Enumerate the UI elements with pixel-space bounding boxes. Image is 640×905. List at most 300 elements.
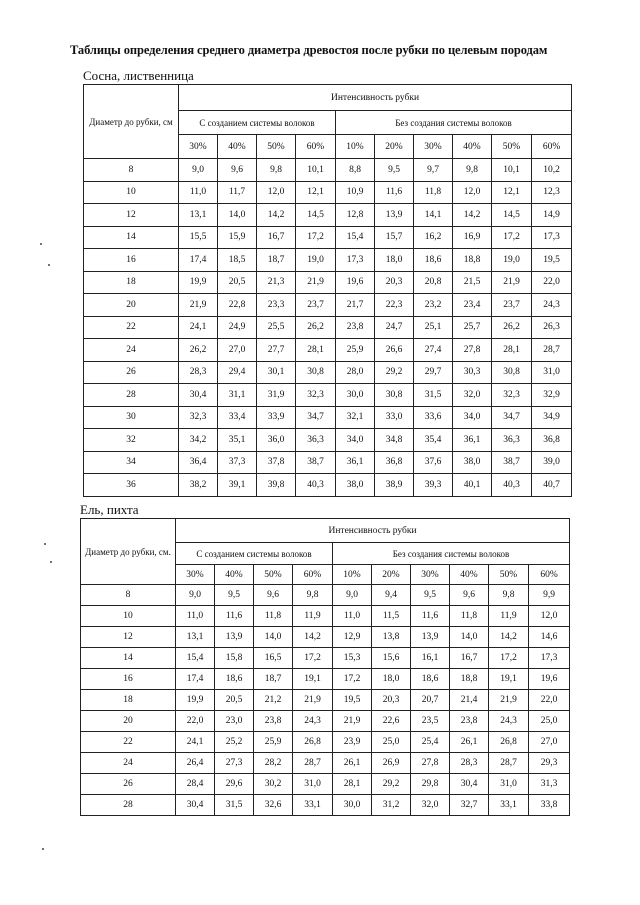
value-cell: 34,0 bbox=[453, 406, 492, 429]
col-header-without-4: 50% bbox=[489, 565, 529, 585]
intensity-header: Интенсивность рубки bbox=[179, 85, 572, 111]
value-cell: 26,9 bbox=[372, 753, 411, 774]
value-cell: 34,2 bbox=[179, 429, 218, 452]
table-row bbox=[84, 384, 572, 407]
value-cell: 28,3 bbox=[450, 753, 489, 774]
value-cell: 28,7 bbox=[489, 753, 529, 774]
value-cell: 34,0 bbox=[336, 429, 375, 452]
value-cell: 26,6 bbox=[375, 339, 414, 362]
diameter-cell: 24 bbox=[84, 339, 179, 362]
diameter-cell: 14 bbox=[81, 648, 176, 669]
value-cell: 9,8 bbox=[257, 159, 296, 182]
table-row bbox=[84, 249, 572, 272]
value-cell: 16,5 bbox=[254, 648, 293, 669]
diameter-cell: 18 bbox=[81, 690, 176, 711]
value-cell: 25,7 bbox=[453, 316, 492, 339]
value-cell: 31,3 bbox=[529, 774, 570, 795]
table-row bbox=[81, 648, 570, 669]
value-cell: 28,1 bbox=[333, 774, 372, 795]
group-without-skid-trails: Без создания системы волоков bbox=[336, 111, 572, 135]
value-cell: 28,2 bbox=[254, 753, 293, 774]
value-cell: 11,8 bbox=[450, 606, 489, 627]
value-cell: 22,0 bbox=[529, 690, 570, 711]
value-cell: 15,4 bbox=[336, 226, 375, 249]
value-cell: 21,7 bbox=[336, 294, 375, 317]
value-cell: 38,0 bbox=[453, 451, 492, 474]
value-cell: 23,3 bbox=[257, 294, 296, 317]
value-cell: 30,1 bbox=[257, 361, 296, 384]
table-row bbox=[81, 732, 570, 753]
value-cell: 17,2 bbox=[333, 669, 372, 690]
value-cell: 39,1 bbox=[218, 474, 257, 497]
value-cell: 23,8 bbox=[254, 711, 293, 732]
table-row bbox=[81, 585, 570, 606]
value-cell: 19,0 bbox=[296, 249, 336, 272]
table-row bbox=[81, 627, 570, 648]
table-row bbox=[84, 406, 572, 429]
value-cell: 36,1 bbox=[336, 451, 375, 474]
value-cell: 18,8 bbox=[453, 249, 492, 272]
value-cell: 33,1 bbox=[489, 795, 529, 816]
value-cell: 24,1 bbox=[176, 732, 215, 753]
table-row bbox=[84, 361, 572, 384]
value-cell: 25,5 bbox=[257, 316, 296, 339]
value-cell: 12,0 bbox=[257, 181, 296, 204]
value-cell: 21,9 bbox=[489, 690, 529, 711]
value-cell: 28,7 bbox=[293, 753, 333, 774]
value-cell: 35,1 bbox=[218, 429, 257, 452]
value-cell: 28,1 bbox=[296, 339, 336, 362]
value-cell: 11,9 bbox=[293, 606, 333, 627]
value-cell: 33,9 bbox=[257, 406, 296, 429]
value-cell: 23,8 bbox=[336, 316, 375, 339]
diameter-cell: 20 bbox=[84, 294, 179, 317]
value-cell: 25,9 bbox=[336, 339, 375, 362]
value-cell: 11,6 bbox=[215, 606, 254, 627]
value-cell: 18,0 bbox=[375, 249, 414, 272]
value-cell: 27,8 bbox=[453, 339, 492, 362]
value-cell: 26,2 bbox=[179, 339, 218, 362]
value-cell: 40,3 bbox=[296, 474, 336, 497]
value-cell: 11,8 bbox=[414, 181, 453, 204]
value-cell: 14,0 bbox=[450, 627, 489, 648]
value-cell: 23,8 bbox=[450, 711, 489, 732]
value-cell: 18,7 bbox=[254, 669, 293, 690]
value-cell: 33,6 bbox=[414, 406, 453, 429]
value-cell: 11,6 bbox=[411, 606, 450, 627]
diameter-cell: 16 bbox=[81, 669, 176, 690]
value-cell: 26,1 bbox=[333, 753, 372, 774]
value-cell: 16,9 bbox=[453, 226, 492, 249]
value-cell: 39,3 bbox=[414, 474, 453, 497]
value-cell: 9,7 bbox=[414, 159, 453, 182]
value-cell: 17,4 bbox=[179, 249, 218, 272]
diameter-cell: 14 bbox=[84, 226, 179, 249]
value-cell: 9,4 bbox=[372, 585, 411, 606]
value-cell: 37,8 bbox=[257, 451, 296, 474]
value-cell: 25,0 bbox=[529, 711, 570, 732]
value-cell: 18,0 bbox=[372, 669, 411, 690]
diameter-cell: 28 bbox=[81, 795, 176, 816]
value-cell: 26,2 bbox=[296, 316, 336, 339]
section-label-pine: Сосна, лиственница bbox=[83, 68, 194, 83]
value-cell: 22,0 bbox=[532, 271, 572, 294]
value-cell: 27,7 bbox=[257, 339, 296, 362]
value-cell: 9,0 bbox=[333, 585, 372, 606]
value-cell: 35,4 bbox=[414, 429, 453, 452]
value-cell: 12,1 bbox=[296, 181, 336, 204]
value-cell: 34,7 bbox=[296, 406, 336, 429]
value-cell: 31,0 bbox=[532, 361, 572, 384]
value-cell: 9,6 bbox=[450, 585, 489, 606]
col-header-with-0: 30% bbox=[176, 565, 215, 585]
value-cell: 30,3 bbox=[453, 361, 492, 384]
value-cell: 23,2 bbox=[414, 294, 453, 317]
value-cell: 14,5 bbox=[492, 204, 532, 227]
value-cell: 9,8 bbox=[293, 585, 333, 606]
section-label-spruce: Ель, пихта bbox=[80, 502, 139, 517]
value-cell: 25,4 bbox=[411, 732, 450, 753]
value-cell: 14,1 bbox=[414, 204, 453, 227]
value-cell: 14,6 bbox=[529, 627, 570, 648]
value-cell: 17,4 bbox=[176, 669, 215, 690]
value-cell: 11,8 bbox=[254, 606, 293, 627]
value-cell: 36,8 bbox=[375, 451, 414, 474]
value-cell: 31,5 bbox=[414, 384, 453, 407]
value-cell: 26,2 bbox=[492, 316, 532, 339]
col-header-without-1: 20% bbox=[375, 135, 414, 159]
table-row bbox=[84, 474, 572, 497]
diameter-cell: 12 bbox=[81, 627, 176, 648]
value-cell: 18,6 bbox=[215, 669, 254, 690]
value-cell: 28,1 bbox=[492, 339, 532, 362]
diameter-cell: 28 bbox=[84, 384, 179, 407]
value-cell: 30,4 bbox=[179, 384, 218, 407]
value-cell: 16,2 bbox=[414, 226, 453, 249]
value-cell: 38,9 bbox=[375, 474, 414, 497]
table-row bbox=[81, 606, 570, 627]
group-without-skid-trails: Без создания системы волоков bbox=[333, 543, 570, 565]
value-cell: 32,3 bbox=[492, 384, 532, 407]
value-cell: 9,8 bbox=[453, 159, 492, 182]
value-cell: 18,6 bbox=[414, 249, 453, 272]
value-cell: 13,9 bbox=[215, 627, 254, 648]
value-cell: 12,1 bbox=[492, 181, 532, 204]
diameter-cell: 16 bbox=[84, 249, 179, 272]
value-cell: 29,2 bbox=[372, 774, 411, 795]
table-row bbox=[81, 690, 570, 711]
table-row bbox=[84, 316, 572, 339]
value-cell: 30,4 bbox=[450, 774, 489, 795]
table-row bbox=[84, 159, 572, 182]
table-row bbox=[84, 451, 572, 474]
diameter-header: Диаметр до рубки, см bbox=[84, 85, 179, 159]
value-cell: 31,0 bbox=[489, 774, 529, 795]
value-cell: 9,6 bbox=[254, 585, 293, 606]
value-cell: 17,3 bbox=[532, 226, 572, 249]
col-header-without-1: 20% bbox=[372, 565, 411, 585]
diameter-cell: 24 bbox=[81, 753, 176, 774]
value-cell: 24,3 bbox=[293, 711, 333, 732]
value-cell: 29,3 bbox=[529, 753, 570, 774]
value-cell: 36,1 bbox=[453, 429, 492, 452]
col-header-without-0: 10% bbox=[336, 135, 375, 159]
value-cell: 31,5 bbox=[215, 795, 254, 816]
value-cell: 25,2 bbox=[215, 732, 254, 753]
value-cell: 32,9 bbox=[532, 384, 572, 407]
col-header-with-3: 60% bbox=[296, 135, 336, 159]
value-cell: 30,4 bbox=[176, 795, 215, 816]
value-cell: 20,7 bbox=[411, 690, 450, 711]
value-cell: 11,9 bbox=[489, 606, 529, 627]
value-cell: 30,0 bbox=[333, 795, 372, 816]
diameter-cell: 26 bbox=[81, 774, 176, 795]
value-cell: 16,7 bbox=[450, 648, 489, 669]
value-cell: 9,0 bbox=[176, 585, 215, 606]
value-cell: 21,3 bbox=[257, 271, 296, 294]
value-cell: 40,1 bbox=[453, 474, 492, 497]
value-cell: 13,8 bbox=[372, 627, 411, 648]
value-cell: 13,1 bbox=[176, 627, 215, 648]
value-cell: 29,7 bbox=[414, 361, 453, 384]
value-cell: 26,8 bbox=[489, 732, 529, 753]
diameter-cell: 10 bbox=[81, 606, 176, 627]
value-cell: 19,0 bbox=[492, 249, 532, 272]
value-cell: 17,3 bbox=[529, 648, 570, 669]
value-cell: 18,6 bbox=[411, 669, 450, 690]
value-cell: 33,1 bbox=[293, 795, 333, 816]
value-cell: 36,3 bbox=[296, 429, 336, 452]
value-cell: 36,4 bbox=[179, 451, 218, 474]
diameter-cell: 30 bbox=[84, 406, 179, 429]
value-cell: 24,3 bbox=[489, 711, 529, 732]
value-cell: 29,4 bbox=[218, 361, 257, 384]
value-cell: 19,1 bbox=[489, 669, 529, 690]
value-cell: 19,9 bbox=[179, 271, 218, 294]
value-cell: 20,3 bbox=[375, 271, 414, 294]
value-cell: 39,8 bbox=[257, 474, 296, 497]
group-with-skid-trails: С созданием системы волоков bbox=[176, 543, 333, 565]
value-cell: 27,0 bbox=[529, 732, 570, 753]
value-cell: 28,4 bbox=[176, 774, 215, 795]
value-cell: 26,3 bbox=[532, 316, 572, 339]
value-cell: 18,5 bbox=[218, 249, 257, 272]
value-cell: 21,9 bbox=[333, 711, 372, 732]
value-cell: 11,0 bbox=[179, 181, 218, 204]
value-cell: 19,6 bbox=[529, 669, 570, 690]
value-cell: 21,9 bbox=[293, 690, 333, 711]
table-row bbox=[81, 711, 570, 732]
value-cell: 24,1 bbox=[179, 316, 218, 339]
value-cell: 21,9 bbox=[179, 294, 218, 317]
value-cell: 19,1 bbox=[293, 669, 333, 690]
value-cell: 13,9 bbox=[411, 627, 450, 648]
value-cell: 9,0 bbox=[179, 159, 218, 182]
value-cell: 20,5 bbox=[218, 271, 257, 294]
col-header-without-2: 30% bbox=[414, 135, 453, 159]
diameter-cell: 36 bbox=[84, 474, 179, 497]
table-row bbox=[84, 294, 572, 317]
col-header-without-3: 40% bbox=[450, 565, 489, 585]
value-cell: 21,9 bbox=[492, 271, 532, 294]
value-cell: 9,9 bbox=[529, 585, 570, 606]
value-cell: 22,8 bbox=[218, 294, 257, 317]
value-cell: 32,0 bbox=[411, 795, 450, 816]
value-cell: 30,2 bbox=[254, 774, 293, 795]
value-cell: 36,0 bbox=[257, 429, 296, 452]
value-cell: 18,8 bbox=[450, 669, 489, 690]
value-cell: 20,3 bbox=[372, 690, 411, 711]
value-cell: 27,0 bbox=[218, 339, 257, 362]
value-cell: 16,7 bbox=[257, 226, 296, 249]
value-cell: 23,0 bbox=[215, 711, 254, 732]
col-header-with-0: 30% bbox=[179, 135, 218, 159]
value-cell: 29,6 bbox=[215, 774, 254, 795]
value-cell: 32,7 bbox=[450, 795, 489, 816]
value-cell: 9,6 bbox=[218, 159, 257, 182]
value-cell: 14,0 bbox=[254, 627, 293, 648]
value-cell: 38,0 bbox=[336, 474, 375, 497]
value-cell: 21,4 bbox=[450, 690, 489, 711]
table-row bbox=[84, 226, 572, 249]
table-spruce-fir bbox=[80, 518, 570, 816]
diameter-header: Диаметр до рубки, см. bbox=[81, 519, 176, 585]
value-cell: 9,5 bbox=[411, 585, 450, 606]
table-pine-larch bbox=[83, 84, 572, 497]
value-cell: 12,8 bbox=[336, 204, 375, 227]
value-cell: 24,3 bbox=[532, 294, 572, 317]
value-cell: 11,7 bbox=[218, 181, 257, 204]
value-cell: 14,2 bbox=[489, 627, 529, 648]
value-cell: 24,9 bbox=[218, 316, 257, 339]
diameter-cell: 18 bbox=[84, 271, 179, 294]
value-cell: 11,6 bbox=[375, 181, 414, 204]
value-cell: 34,7 bbox=[492, 406, 532, 429]
table-row bbox=[81, 795, 570, 816]
value-cell: 32,0 bbox=[453, 384, 492, 407]
value-cell: 15,8 bbox=[215, 648, 254, 669]
value-cell: 14,2 bbox=[257, 204, 296, 227]
value-cell: 15,5 bbox=[179, 226, 218, 249]
value-cell: 20,5 bbox=[215, 690, 254, 711]
value-cell: 32,3 bbox=[296, 384, 336, 407]
value-cell: 38,7 bbox=[296, 451, 336, 474]
value-cell: 36,8 bbox=[532, 429, 572, 452]
value-cell: 40,7 bbox=[532, 474, 572, 497]
value-cell: 17,2 bbox=[492, 226, 532, 249]
value-cell: 12,9 bbox=[333, 627, 372, 648]
value-cell: 37,6 bbox=[414, 451, 453, 474]
group-with-skid-trails: С созданием системы волоков bbox=[179, 111, 336, 135]
value-cell: 26,4 bbox=[176, 753, 215, 774]
diameter-cell: 12 bbox=[84, 204, 179, 227]
value-cell: 15,4 bbox=[176, 648, 215, 669]
value-cell: 22,3 bbox=[375, 294, 414, 317]
value-cell: 27,3 bbox=[215, 753, 254, 774]
value-cell: 29,8 bbox=[411, 774, 450, 795]
diameter-cell: 26 bbox=[84, 361, 179, 384]
value-cell: 23,7 bbox=[492, 294, 532, 317]
value-cell: 11,0 bbox=[176, 606, 215, 627]
table-row bbox=[81, 774, 570, 795]
value-cell: 12,0 bbox=[529, 606, 570, 627]
table-row bbox=[81, 669, 570, 690]
diameter-cell: 10 bbox=[84, 181, 179, 204]
value-cell: 38,7 bbox=[492, 451, 532, 474]
value-cell: 40,3 bbox=[492, 474, 532, 497]
value-cell: 17,2 bbox=[489, 648, 529, 669]
value-cell: 31,9 bbox=[257, 384, 296, 407]
value-cell: 20,8 bbox=[414, 271, 453, 294]
table-row bbox=[84, 181, 572, 204]
table-row bbox=[84, 271, 572, 294]
value-cell: 26,1 bbox=[450, 732, 489, 753]
value-cell: 10,2 bbox=[532, 159, 572, 182]
diameter-cell: 34 bbox=[84, 451, 179, 474]
value-cell: 16,1 bbox=[411, 648, 450, 669]
value-cell: 10,1 bbox=[296, 159, 336, 182]
col-header-without-5: 60% bbox=[532, 135, 572, 159]
value-cell: 31,0 bbox=[293, 774, 333, 795]
value-cell: 23,9 bbox=[333, 732, 372, 753]
value-cell: 27,4 bbox=[414, 339, 453, 362]
value-cell: 15,3 bbox=[333, 648, 372, 669]
value-cell: 33,4 bbox=[218, 406, 257, 429]
scan-speck bbox=[48, 264, 50, 266]
value-cell: 36,3 bbox=[492, 429, 532, 452]
value-cell: 11,5 bbox=[372, 606, 411, 627]
value-cell: 8,8 bbox=[336, 159, 375, 182]
value-cell: 22,0 bbox=[176, 711, 215, 732]
value-cell: 18,7 bbox=[257, 249, 296, 272]
col-header-without-2: 30% bbox=[411, 565, 450, 585]
value-cell: 22,6 bbox=[372, 711, 411, 732]
value-cell: 17,3 bbox=[336, 249, 375, 272]
value-cell: 32,6 bbox=[254, 795, 293, 816]
diameter-cell: 22 bbox=[81, 732, 176, 753]
table-row bbox=[84, 339, 572, 362]
table-row bbox=[84, 429, 572, 452]
value-cell: 15,7 bbox=[375, 226, 414, 249]
value-cell: 14,5 bbox=[296, 204, 336, 227]
value-cell: 9,5 bbox=[215, 585, 254, 606]
value-cell: 29,2 bbox=[375, 361, 414, 384]
value-cell: 28,3 bbox=[179, 361, 218, 384]
value-cell: 9,8 bbox=[489, 585, 529, 606]
value-cell: 17,2 bbox=[296, 226, 336, 249]
col-header-without-4: 50% bbox=[492, 135, 532, 159]
value-cell: 23,5 bbox=[411, 711, 450, 732]
value-cell: 30,8 bbox=[492, 361, 532, 384]
value-cell: 31,1 bbox=[218, 384, 257, 407]
value-cell: 28,0 bbox=[336, 361, 375, 384]
page-title: Таблицы определения среднего диаметра древостоя после рубки по целевым породам bbox=[70, 43, 548, 57]
col-header-with-2: 50% bbox=[254, 565, 293, 585]
intensity-header: Интенсивность рубки bbox=[176, 519, 570, 543]
value-cell: 34,9 bbox=[532, 406, 572, 429]
diameter-cell: 22 bbox=[84, 316, 179, 339]
value-cell: 19,5 bbox=[333, 690, 372, 711]
value-cell: 13,9 bbox=[375, 204, 414, 227]
col-header-without-0: 10% bbox=[333, 565, 372, 585]
value-cell: 15,6 bbox=[372, 648, 411, 669]
value-cell: 15,9 bbox=[218, 226, 257, 249]
diameter-cell: 8 bbox=[84, 159, 179, 182]
value-cell: 31,2 bbox=[372, 795, 411, 816]
value-cell: 28,7 bbox=[532, 339, 572, 362]
value-cell: 13,1 bbox=[179, 204, 218, 227]
value-cell: 25,0 bbox=[372, 732, 411, 753]
